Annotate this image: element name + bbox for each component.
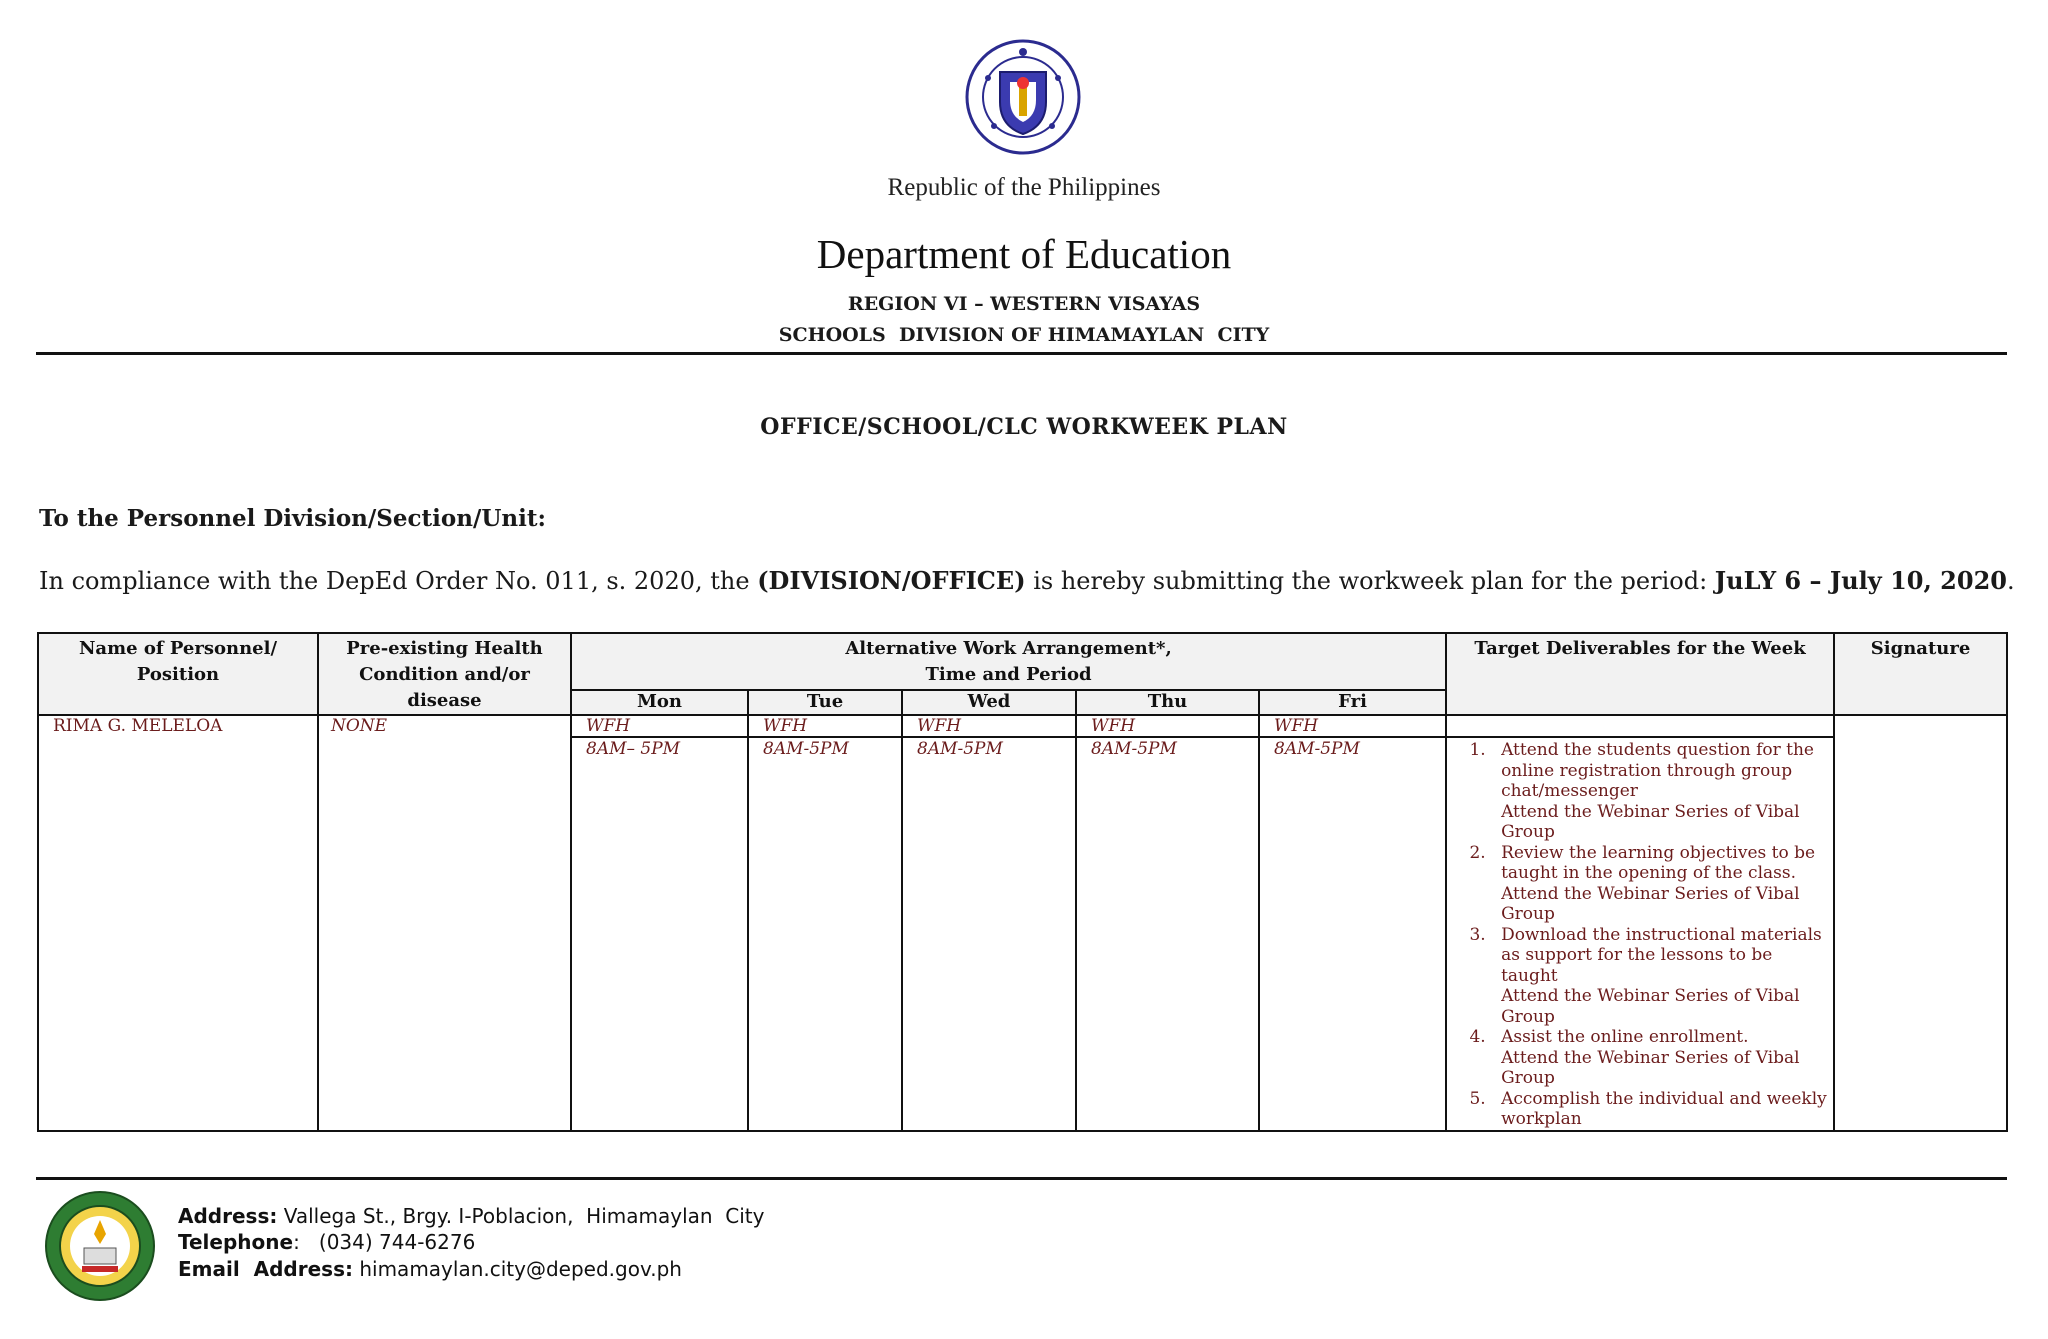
compliance-period: JuLY 6 – July 10, 2020 [1714,566,2007,595]
header-awa-line1: Alternative Work Arrangement*, [845,638,1172,659]
deliverable-text: Accomplish the individual and weekly workplan [1501,1088,1827,1129]
deliverable-extra: Attend the Webinar Series of Vibal Group [1501,986,1800,1027]
header-health: Pre-existing Health Condition and/or disease [318,633,571,715]
email-label: Email Address: [178,1257,353,1281]
salutation: To the Personnel Division/Section/Unit: [39,505,546,532]
personnel-name: RIMA G. MELELOA [38,715,318,1131]
deliverable-text: Review the learning objectives to be taught in the opening of the class. [1501,842,1816,883]
schedule-wed [902,715,1076,1131]
schedule-fri [1259,715,1446,1131]
region-line: REGION VI – WESTERN VISAYAS [847,293,1201,315]
footer-rule [36,1177,2007,1180]
header-day-wed: Wed [902,690,1076,715]
footer-address [178,1204,764,1228]
compliance-statement [39,566,2014,595]
header-day-fri: Fri [1259,690,1446,715]
address-label: Address: [178,1204,278,1228]
compliance-pre: In compliance with the DepEd Order No. 011, s. 2020, the [39,567,758,595]
footer-telephone [178,1230,475,1254]
telephone-label: Telephone [178,1230,294,1254]
department-title: Department of Education [816,231,1232,277]
signature-cell [1834,715,2007,1131]
schedule-mode: WFH [903,716,1075,738]
header-name: Name of Personnel/ Position [38,633,318,715]
schedule-mode: WFH [1077,716,1258,738]
footer-email [178,1257,682,1281]
table-row [38,715,2007,1131]
compliance-office: (DIVISION/OFFICE) [757,566,1026,595]
list-item [1491,925,1827,1028]
division-line: SCHOOLS DIVISION OF HIMAMAYLAN CITY [778,324,1270,346]
header-day-tue: Tue [748,690,902,715]
deliverables-list [1447,738,1833,1130]
address-value: Vallega St., Brgy. I-Poblacion, Himamaylan City [277,1204,765,1228]
workweek-plan-table [37,632,2008,1132]
schedule-mode: WFH [572,716,747,738]
school-logo [44,1190,156,1302]
list-item [1491,1089,1827,1130]
header-rule [36,352,2007,355]
list-item [1491,1027,1827,1089]
deliverable-text: Assist the online enrollment. [1501,1027,1749,1047]
deliverable-extra: Attend the Webinar Series of Vibal Group [1501,801,1800,842]
header-day-mon: Mon [571,690,748,715]
republic-line: Republic of the Philippines [887,174,1161,201]
compliance-end: . [2006,567,2015,595]
schedule-mon [571,715,748,1131]
schedule-mode: WFH [749,716,901,738]
header-signature: Signature [1834,633,2007,715]
schedule-time: 8AM-5PM [917,739,1003,759]
header-awa [571,633,1446,690]
deliverable-text: Attend the students question for the online registration through group chat/messenger [1501,740,1814,801]
schedule-time: 8AM-5PM [1091,739,1177,759]
email-value: himamaylan.city@deped.gov.ph [352,1257,682,1281]
deliverable-extra: Attend the Webinar Series of Vibal Group [1501,883,1800,924]
schedule-time: 8AM-5PM [763,739,849,759]
header-deliverables: Target Deliverables for the Week [1446,633,1834,715]
compliance-mid: is hereby submitting the workweek plan for the period: [1025,567,1715,595]
deliverables-divider [1447,716,1833,738]
deliverables-cell [1446,715,1834,1131]
deliverable-text: Download the instructional materials as support for the lessons to be taught [1501,924,1822,986]
schedule-thu [1076,715,1259,1131]
plan-title: OFFICE/SCHOOL/CLC WORKWEEK PLAN [760,414,1288,440]
header-day-thu: Thu [1076,690,1259,715]
list-item [1491,843,1827,925]
schedule-time: 8AM– 5PM [586,739,681,759]
schedule-mode: WFH [1260,716,1445,738]
deped-seal [964,38,1082,156]
header-awa-line2: Time and Period [925,664,1092,685]
schedule-time: 8AM-5PM [1274,739,1360,759]
telephone-value: : (034) 744-6276 [293,1230,476,1254]
list-item [1491,740,1827,843]
schedule-tue [748,715,902,1131]
health-condition: NONE [318,715,571,1131]
deliverable-extra: Attend the Webinar Series of Vibal Group [1501,1047,1800,1088]
